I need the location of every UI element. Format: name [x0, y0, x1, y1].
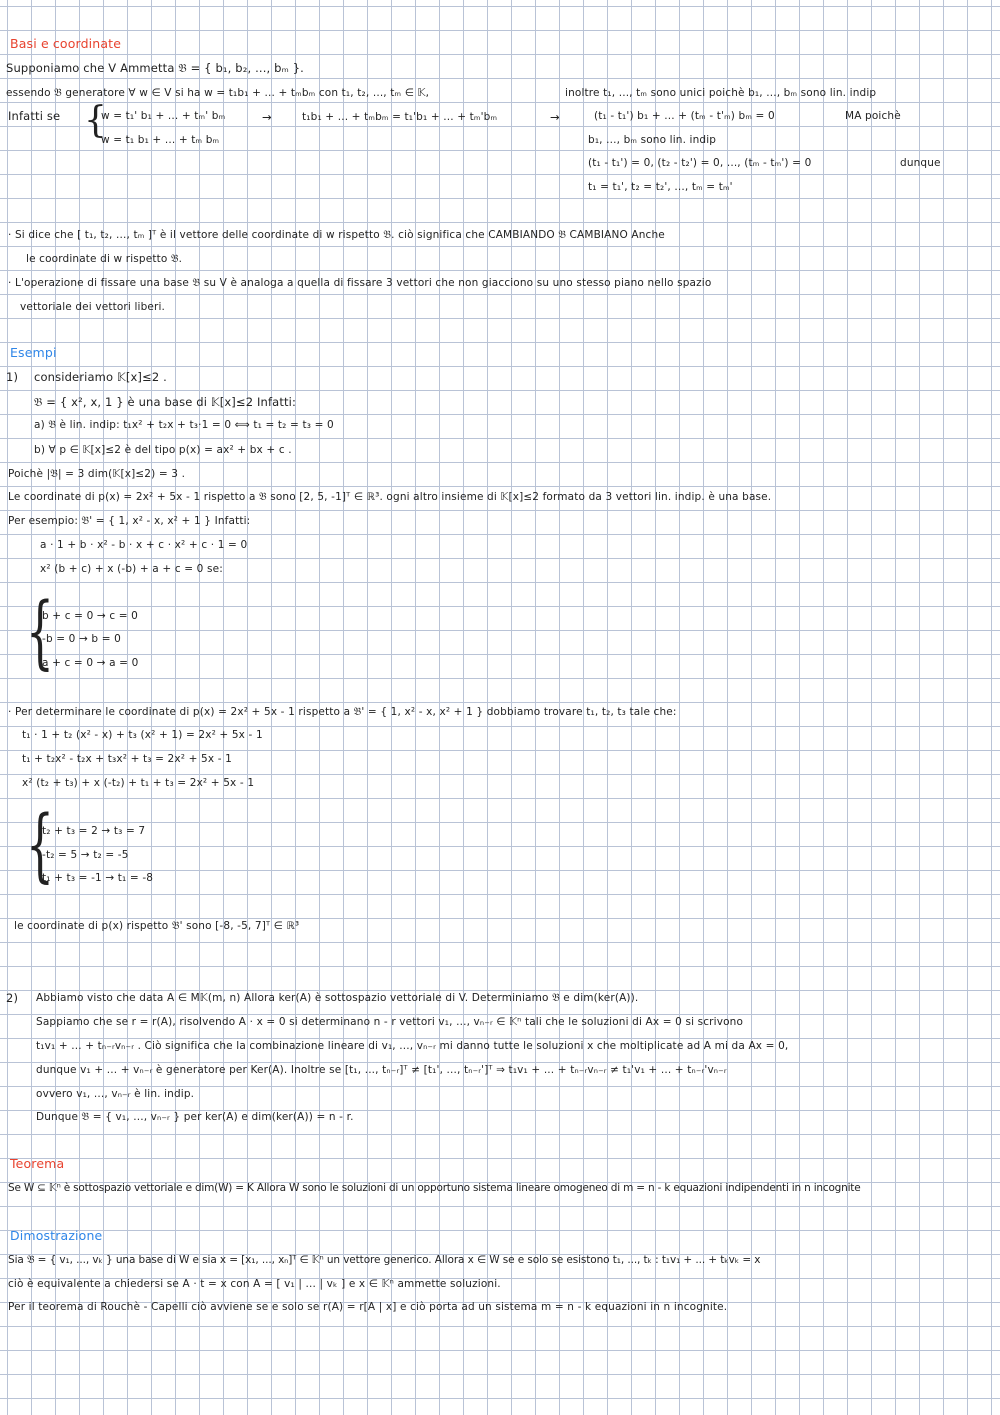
- system-row-3: t₁ + t₃ = -1 → t₁ = -8: [42, 872, 154, 884]
- bullet-analogia-cont: vettoriale dei vettori liberi.: [20, 301, 166, 313]
- line-basi-r1: (t₁ - t₁') b₁ + ... + (tₘ - t'ₘ) bₘ = 0: [594, 110, 775, 122]
- example-1-line-1: consideriamo 𝕂[x]≤2 .: [34, 370, 167, 384]
- system-brace: {: [26, 585, 54, 678]
- example-2-number: 2): [6, 991, 19, 1005]
- example-1-eq-2: t₁ + t₂x² - t₂x + t₃x² + t₃ = 2x² + 5x - 1: [22, 753, 232, 765]
- line-basi-middle: t₁b₁ + ... + tₘbₘ = t₁'b₁ + ... + tₘ'bₘ: [302, 111, 498, 123]
- line-basi-r3b: dunque: [900, 157, 941, 169]
- system-row-2: -b = 0 → b = 0: [42, 633, 121, 645]
- system-eq-1: w = t₁' b₁ + ... + tₘ' bₘ: [101, 110, 226, 122]
- system-brace: {: [26, 798, 54, 891]
- line-basi-2b: inoltre t₁, ..., tₘ sono unici poichè b₁, ..., bₘ sono lin. indip: [565, 87, 877, 99]
- example-1-line-4: b) ∀ p ∈ 𝕂[x]≤2 è del tipo p(x) = ax² + bx + c .: [34, 444, 292, 456]
- line-basi-r4: t₁ = t₁', t₂ = t₂', ..., tₘ = tₘ': [588, 181, 733, 193]
- heading-teorema: Teorema: [10, 1156, 65, 1171]
- example-1-coordinates-intro: · Per determinare le coordinate di p(x) = 2x² + 5x - 1 rispetto a 𝔅' = { 1, x² - x, x² + 1 } dobbiamo trovare t₁, t₂, t₃ tale che:: [8, 706, 677, 718]
- line-basi-1: Supponiamo che V Ammetta 𝔅 = { b₁, b₂, ..., bₘ }.: [6, 61, 304, 75]
- system-row-1: t₂ + t₃ = 2 → t₃ = 7: [42, 825, 146, 837]
- heading-dimostrazione: Dimostrazione: [10, 1228, 103, 1243]
- theorem-statement: Se W ⊆ 𝕂ⁿ è sottospazio vettoriale e dim(W) = K Allora W sono le soluzioni di un opportuno sistema lineare omogeneo di m = n - k equazioni indipendenti in n incognite: [8, 1182, 861, 1194]
- system-row-3: a + c = 0 → a = 0: [42, 657, 139, 669]
- example-2-line-3: t₁v₁ + ... + tₙ₋ᵣvₙ₋ᵣ . Ciò significa che la combinazione lineare di v₁, ..., vₙ₋ᵣ mi danno tutte le soluzioni x che moltiplicate ad A mi da Ax = 0,: [36, 1040, 789, 1052]
- line-basi-r2: b₁, ..., bₘ sono lin. indip: [588, 134, 717, 146]
- line-basi-r3: (t₁ - t₁') = 0, (t₂ - t₂') = 0, ..., (tₘ - tₘ') = 0: [588, 157, 812, 169]
- label-infatti-se: Infatti se: [8, 109, 61, 123]
- bullet-coordinate-cont: le coordinate di w rispetto 𝔅.: [26, 253, 183, 265]
- example-1-line-6: Le coordinate di p(x) = 2x² + 5x - 1 rispetto a 𝔅 sono [2, 5, -1]ᵀ ∈ ℝ³. ogni altro insieme di 𝕂[x]≤2 formato da 3 vettori lin. indip. è una base.: [8, 491, 772, 503]
- heading-basi-coordinate: Basi e coordinate: [10, 36, 122, 51]
- system-eq-2: w = t₁ b₁ + ... + tₘ bₘ: [101, 134, 220, 146]
- system-brace: {: [84, 100, 107, 141]
- proof-line-2: ciò è equivalente a chiedersi se A · t = x con A = [ v₁ | ... | vₖ ] e x ∈ 𝕂ⁿ ammette soluzioni.: [8, 1278, 501, 1290]
- system-row-2: -t₂ = 5 → t₂ = -5: [42, 849, 129, 861]
- example-2-line-6: Dunque 𝔅 = { v₁, ..., vₙ₋ᵣ } per ker(A) e dim(ker(A)) = n - r.: [36, 1111, 354, 1123]
- heading-esempi: Esempi: [10, 345, 57, 360]
- proof-line-1: Sia 𝔅 = { v₁, ..., vₖ } una base di W e sia x = [x₁, ..., xₙ]ᵀ ∈ 𝕂ⁿ un vettore generico. Allora x ∈ W se e solo se esistono t₁, ..., tₖ : t₁v₁ + ... + tₖvₖ = x: [8, 1254, 761, 1266]
- example-1-line-9: x² (b + c) + x (-b) + a + c = 0 se:: [40, 563, 223, 575]
- example-1-line-3: a) 𝔅 è lin. indip: t₁x² + t₂x + t₃·1 = 0 ⟺ t₁ = t₂ = t₃ = 0: [34, 419, 334, 431]
- proof-line-3: Per il teorema di Rouchè - Capelli ciò avviene se e solo se r(A) = r[A | x] e ciò porta ad un sistema m = n - k equazioni in n incognite.: [8, 1301, 728, 1313]
- bullet-analogia: · L'operazione di fissare una base 𝔅 su V è analoga a quella di fissare 3 vettori che non giacciono su uno stesso piano nello spazio: [8, 277, 712, 289]
- example-1-line-2: 𝔅 = { x², x, 1 } è una base di 𝕂[x]≤2 Infatti:: [34, 395, 297, 409]
- bullet-coordinate: · Si dice che [ t₁, t₂, ..., tₘ ]ᵀ è il vettore delle coordinate di w rispetto 𝔅. ciò significa che CAMBIANDO 𝔅 CAMBIANO Anche: [8, 229, 665, 241]
- example-1-line-8: a · 1 + b · x² - b · x + c · x² + c · 1 = 0: [40, 539, 248, 551]
- example-2-line-5: ovvero v₁, ..., vₙ₋ᵣ è lin. indip.: [36, 1088, 195, 1100]
- arrow-1: →: [262, 110, 272, 124]
- example-1-line-5: Poichè |𝔅| = 3 dim(𝕂[x]≤2) = 3 .: [8, 468, 186, 480]
- example-1-eq-3: x² (t₂ + t₃) + x (-t₂) + t₁ + t₃ = 2x² + 5x - 1: [22, 777, 255, 789]
- line-basi-2a: essendo 𝔅 generatore ∀ w ∈ V si ha w = t₁b₁ + ... + tₘbₘ con t₁, t₂, ..., tₘ ∈ 𝕂,: [6, 87, 430, 99]
- example-1-number: 1): [6, 370, 19, 384]
- example-1-line-7: Per esempio: 𝔅' = { 1, x² - x, x² + 1 } Infatti:: [8, 515, 251, 527]
- example-1-result: le coordinate di p(x) rispetto 𝔅' sono [-8, -5, 7]ᵀ ∈ ℝ³: [14, 920, 300, 932]
- example-2-line-2: Sappiamo che se r = r(A), risolvendo A · x = 0 si determinano n - r vettori v₁, ..., vₙ₋ᵣ ∈ 𝕂ⁿ tali che le soluzioni di Ax = 0 si scrivono: [36, 1016, 744, 1028]
- example-1-eq-1: t₁ · 1 + t₂ (x² - x) + t₃ (x² + 1) = 2x² + 5x - 1: [22, 729, 263, 741]
- line-basi-r1b: MA poichè: [845, 110, 901, 122]
- arrow-2: →: [550, 110, 560, 124]
- example-2-line-4: dunque v₁ + ... + vₙ₋ᵣ è generatore per Ker(A). Inoltre se [t₁, ..., tₙ₋ᵣ]ᵀ ≠ [t₁', ..., tₙ₋ᵣ']ᵀ ⇒ t₁v₁ + ... + tₙ₋ᵣvₙ₋ᵣ ≠ t₁'v₁ + ... + tₙ₋ᵣ'vₙ₋ᵣ: [36, 1064, 727, 1076]
- example-2-line-1: Abbiamo visto che data A ∈ M𝕂(m, n) Allora ker(A) è sottospazio vettoriale di V. Determiniamo 𝔅 e dim(ker(A)).: [36, 992, 639, 1004]
- system-row-1: b + c = 0 → c = 0: [42, 610, 139, 622]
